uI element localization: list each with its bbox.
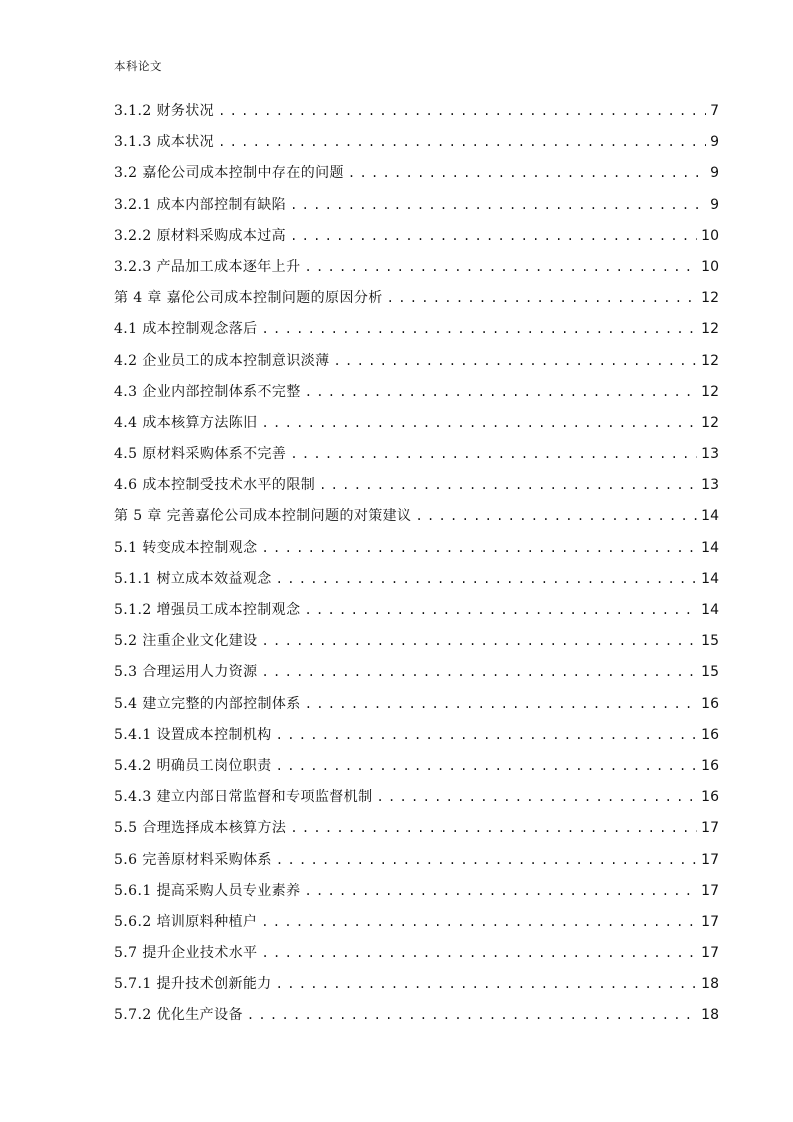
toc-entry[interactable] bbox=[114, 847, 719, 878]
toc-entry-title: 5.1.1 树立成本效益观念 bbox=[114, 570, 272, 587]
toc-entry-title: 3.2.1 成本内部控制有缺陷 bbox=[114, 196, 287, 213]
toc-dot-leader bbox=[218, 98, 706, 124]
toc-entry-title: 4.4 成本核算方法陈旧 bbox=[114, 414, 258, 431]
toc-entry-title: 5.6 完善原材料采购体系 bbox=[114, 851, 272, 868]
toc-dot-leader bbox=[387, 285, 698, 311]
toc-dot-leader bbox=[262, 410, 698, 436]
toc-entry[interactable] bbox=[114, 784, 719, 815]
toc-entry-page-number: 12 bbox=[701, 414, 719, 431]
toc-dot-leader bbox=[262, 659, 698, 685]
toc-entry[interactable] bbox=[114, 160, 719, 191]
toc-dot-leader bbox=[290, 441, 697, 467]
toc-entry-title: 第 5 章 完善嘉伦公司成本控制问题的对策建议 bbox=[114, 508, 412, 525]
toc-dot-leader bbox=[276, 722, 698, 748]
toc-entry-title: 5.3 合理运用人力资源 bbox=[114, 664, 258, 681]
toc-entry[interactable] bbox=[114, 410, 719, 441]
toc-entry-title: 5.1 转变成本控制观念 bbox=[114, 539, 258, 556]
toc-entry-title: 5.7.1 提升技术创新能力 bbox=[114, 976, 272, 993]
toc-dot-leader bbox=[247, 1002, 697, 1028]
toc-entry-page-number: 13 bbox=[701, 446, 719, 463]
toc-entry-page-number: 10 bbox=[701, 258, 719, 275]
toc-entry-title: 4.5 原材料采购体系不完善 bbox=[114, 446, 287, 463]
toc-dot-leader bbox=[319, 472, 697, 498]
toc-entry-page-number: 17 bbox=[701, 945, 719, 962]
toc-entry-page-number: 9 bbox=[710, 134, 719, 151]
toc-entry-page-number: 12 bbox=[701, 290, 719, 307]
toc-dot-leader bbox=[415, 503, 697, 529]
toc-entry[interactable] bbox=[114, 566, 719, 597]
toc-entry-title: 3.1.3 成本状况 bbox=[114, 134, 215, 151]
toc-entry-title: 5.4.2 明确员工岗位职责 bbox=[114, 757, 272, 774]
toc-dot-leader bbox=[262, 940, 698, 966]
toc-entry-title: 4.3 企业内部控制体系不完整 bbox=[114, 383, 301, 400]
toc-entry-title: 3.2.2 原材料采购成本过高 bbox=[114, 227, 287, 244]
toc-dot-leader bbox=[276, 847, 697, 873]
toc-dot-leader bbox=[290, 223, 697, 249]
toc-dot-leader bbox=[348, 160, 706, 186]
toc-entry[interactable] bbox=[114, 940, 719, 971]
toc-entry[interactable] bbox=[114, 628, 719, 659]
toc-entry-page-number: 16 bbox=[701, 726, 719, 743]
toc-entry-page-number: 16 bbox=[701, 789, 719, 806]
toc-entry[interactable] bbox=[114, 285, 719, 316]
toc-entry-title: 5.5 合理选择成本核算方法 bbox=[114, 820, 287, 837]
toc-entry[interactable] bbox=[114, 379, 719, 410]
toc-entry-page-number: 15 bbox=[701, 664, 719, 681]
toc-entry-title: 5.4.3 建立内部日常监督和专项监督机制 bbox=[114, 789, 373, 806]
toc-dot-leader bbox=[218, 129, 706, 155]
toc-entry-page-number: 9 bbox=[710, 165, 719, 182]
toc-entry-page-number: 18 bbox=[701, 1007, 719, 1024]
toc-entry[interactable] bbox=[114, 691, 719, 722]
toc-entry-page-number: 12 bbox=[701, 352, 719, 369]
toc-dot-leader bbox=[276, 566, 698, 592]
toc-entry-title: 5.6.2 培训原料种植户 bbox=[114, 913, 258, 930]
toc-entry[interactable] bbox=[114, 503, 719, 534]
toc-entry-title: 5.6.1 提高采购人员专业素养 bbox=[114, 882, 301, 899]
toc-dot-leader bbox=[276, 971, 698, 997]
toc-entry-title: 第 4 章 嘉伦公司成本控制问题的原因分析 bbox=[114, 290, 383, 307]
toc-dot-leader bbox=[276, 753, 698, 779]
toc-dot-leader bbox=[262, 535, 698, 561]
toc-entry-title: 3.1.2 财务状况 bbox=[114, 103, 215, 119]
toc-entry[interactable] bbox=[114, 1002, 719, 1033]
toc-dot-leader bbox=[304, 878, 697, 904]
toc-dot-leader bbox=[334, 348, 698, 374]
toc-entry[interactable] bbox=[114, 223, 719, 254]
toc-entry-page-number: 17 bbox=[701, 820, 719, 837]
toc-entry-page-number: 14 bbox=[701, 570, 719, 587]
toc-entry-title: 5.4 建立完整的内部控制体系 bbox=[114, 695, 301, 712]
toc-entry-page-number: 17 bbox=[701, 882, 719, 899]
toc-entry-page-number: 13 bbox=[701, 477, 719, 494]
toc-dot-leader bbox=[305, 379, 697, 405]
toc-entry[interactable] bbox=[114, 971, 719, 1002]
toc-dot-leader bbox=[290, 815, 697, 841]
toc-entry-title: 4.2 企业员工的成本控制意识淡薄 bbox=[114, 352, 330, 369]
toc-entry[interactable] bbox=[114, 98, 719, 129]
toc-dot-leader bbox=[304, 254, 697, 280]
toc-entry[interactable] bbox=[114, 348, 719, 379]
toc-entry-page-number: 12 bbox=[701, 321, 719, 338]
toc-entry[interactable] bbox=[114, 129, 719, 160]
toc-entry-title: 5.7.2 优化生产设备 bbox=[114, 1007, 243, 1024]
toc-dot-leader bbox=[304, 597, 697, 623]
toc-entry-page-number: 7 bbox=[710, 103, 719, 119]
toc-entry-page-number: 9 bbox=[710, 196, 719, 213]
toc-entry[interactable] bbox=[114, 535, 719, 566]
toc-entry-title: 3.2.3 产品加工成本逐年上升 bbox=[114, 258, 301, 275]
toc-entry-page-number: 14 bbox=[701, 539, 719, 556]
toc-entry[interactable] bbox=[114, 597, 719, 628]
toc-dot-leader bbox=[262, 316, 698, 342]
toc-dot-leader bbox=[376, 784, 697, 810]
toc-entry-page-number: 15 bbox=[701, 633, 719, 650]
toc-entry[interactable] bbox=[114, 815, 719, 846]
toc-entry[interactable] bbox=[114, 472, 719, 503]
toc-entry-page-number: 17 bbox=[701, 913, 719, 930]
toc-entry-title: 3.2 嘉伦公司成本控制中存在的问题 bbox=[114, 165, 344, 182]
toc-dot-leader bbox=[262, 628, 698, 654]
toc-entry-title: 4.1 成本控制观念落后 bbox=[114, 321, 258, 338]
toc-entry-page-number: 16 bbox=[701, 695, 719, 712]
toc-entry[interactable] bbox=[114, 659, 719, 690]
toc-entry[interactable] bbox=[114, 878, 719, 909]
toc-entry-title: 5.2 注重企业文化建设 bbox=[114, 633, 258, 650]
toc-entry-page-number: 14 bbox=[701, 508, 719, 525]
table-of-contents bbox=[114, 98, 719, 1034]
toc-entry[interactable] bbox=[114, 192, 719, 223]
toc-dot-leader bbox=[290, 192, 706, 218]
toc-entry-title: 4.6 成本控制受技术水平的限制 bbox=[114, 477, 316, 494]
toc-entry-page-number: 17 bbox=[701, 851, 719, 868]
toc-entry[interactable] bbox=[114, 441, 719, 472]
toc-entry-page-number: 18 bbox=[701, 976, 719, 993]
toc-entry[interactable] bbox=[114, 254, 719, 285]
toc-entry-page-number: 14 bbox=[701, 602, 719, 618]
toc-entry[interactable] bbox=[114, 909, 719, 940]
toc-dot-leader bbox=[305, 691, 697, 717]
toc-entry-title: 5.7 提升企业技术水平 bbox=[114, 945, 258, 962]
toc-dot-leader bbox=[261, 909, 697, 935]
toc-entry-page-number: 12 bbox=[701, 383, 719, 400]
toc-entry-title: 5.4.1 设置成本控制机构 bbox=[114, 726, 272, 743]
toc-entry-title: 5.1.2 增强员工成本控制观念 bbox=[114, 602, 301, 618]
toc-entry[interactable] bbox=[114, 722, 719, 753]
toc-entry[interactable] bbox=[114, 753, 719, 784]
toc-entry-page-number: 16 bbox=[701, 757, 719, 774]
toc-entry[interactable] bbox=[114, 316, 719, 347]
page-header: 本科论文 bbox=[114, 59, 162, 73]
toc-entry-page-number: 10 bbox=[701, 227, 719, 244]
